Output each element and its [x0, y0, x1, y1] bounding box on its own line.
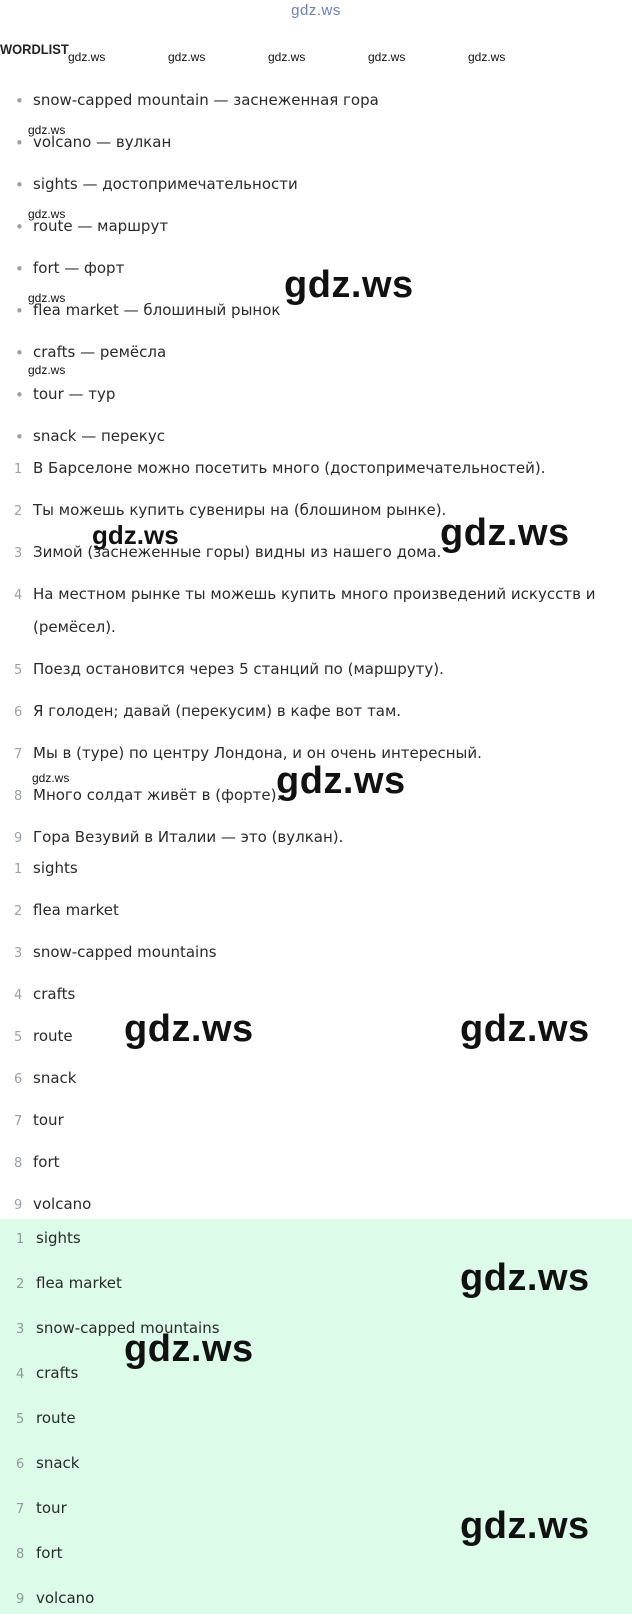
answer-text: tour	[36, 1499, 67, 1517]
sentence-text: Поезд остановится через 5 станций по (маршруту).	[33, 660, 444, 678]
watermark: gdz.ws	[168, 50, 206, 64]
watermark: gdz.ws	[276, 760, 406, 802]
answer-text: snack	[36, 1454, 80, 1472]
item-number: 1	[14, 462, 23, 477]
item-number: 5	[16, 1412, 25, 1427]
bullet-icon: •	[15, 344, 24, 362]
item-number: 7	[14, 747, 23, 762]
answer-text: snow-capped mountains	[33, 943, 217, 961]
answer-text: tour	[33, 1111, 64, 1129]
item-number: 1	[14, 862, 23, 877]
item-number: 8	[14, 1156, 23, 1171]
sentence-text: Мы в (туре) по центру Лондона, и он очень интересный.	[33, 744, 482, 762]
sentence-text: Я голоден; давай (перекусим) в кафе вот там.	[33, 702, 402, 720]
watermark: gdz.ws	[368, 50, 406, 64]
watermark: gdz.ws	[460, 1257, 590, 1299]
item-number: 9	[16, 1592, 25, 1607]
answer-text: flea market	[33, 901, 119, 919]
bullet-icon: •	[15, 176, 24, 194]
watermark: gdz.ws	[460, 1505, 590, 1547]
item-number: 4	[16, 1367, 25, 1382]
bullet-icon: •	[15, 302, 24, 320]
sentence-text: На местном рынке ты можешь купить много произведений искусств и	[33, 585, 596, 603]
watermark: gdz.ws	[92, 520, 179, 550]
item-number: 6	[16, 1457, 25, 1472]
site-logo[interactable]: gdz.ws	[291, 2, 341, 19]
wordlist-item: tour — тур	[33, 385, 116, 403]
item-number: 4	[14, 988, 23, 1003]
sentence-text: Много солдат живёт в (форте).	[33, 786, 282, 804]
bullet-icon: •	[15, 92, 24, 110]
answer-text: fort	[36, 1544, 63, 1562]
answer-text: crafts	[33, 985, 76, 1003]
wordlist-item: crafts — ремёсла	[33, 343, 167, 361]
item-number: 9	[14, 1198, 23, 1213]
sentence-text: В Барселоне можно посетить много (достопримечательностей).	[33, 459, 546, 477]
item-number: 9	[14, 831, 23, 846]
watermark: gdz.ws	[284, 264, 414, 306]
answer-text: fort	[33, 1153, 60, 1171]
bullet-icon: •	[15, 428, 24, 446]
item-number: 1	[16, 1232, 25, 1247]
item-number: 6	[14, 705, 23, 720]
wordlist-item: route — маршрут	[33, 217, 169, 235]
wordlist-item: fort — форт	[33, 259, 125, 277]
watermark: gdz.ws	[468, 50, 506, 64]
watermark: gdz.ws	[28, 123, 66, 137]
answer-text: crafts	[36, 1364, 79, 1382]
answer-text: volcano	[36, 1589, 95, 1607]
answer-text: sights	[36, 1229, 81, 1247]
watermark: gdz.ws	[460, 1008, 590, 1050]
wordlist-item: snow-capped mountain — заснеженная гора	[33, 91, 379, 109]
item-number: 3	[16, 1322, 25, 1337]
sentence-text-continued: (ремёсел).	[33, 618, 116, 636]
item-number: 3	[14, 546, 23, 561]
wordlist-item: sights — достопримечательности	[33, 175, 298, 193]
answer-text: route	[36, 1409, 76, 1427]
watermark: gdz.ws	[124, 1328, 254, 1370]
watermark: gdz.ws	[28, 291, 66, 305]
watermark: gdz.ws	[268, 50, 306, 64]
item-number: 6	[14, 1072, 23, 1087]
item-number: 7	[16, 1502, 25, 1517]
item-number: 2	[14, 504, 23, 519]
sentence-text: Ты можешь купить сувениры на (блошином рынке).	[33, 501, 447, 519]
answer-text: snow-capped mountains	[36, 1319, 220, 1337]
sentence-text: Гора Везувий в Италии — это (вулкан).	[33, 828, 344, 846]
item-number: 2	[16, 1277, 25, 1292]
item-number: 3	[14, 946, 23, 961]
page-title: WORDLIST	[0, 41, 69, 57]
bullet-icon: •	[15, 386, 24, 404]
sentence-text: Зимой (заснеженные горы) видны из нашего дома.	[33, 543, 442, 561]
answer-text: flea market	[36, 1274, 122, 1292]
answer-text: volcano	[33, 1195, 92, 1213]
item-number: 7	[14, 1114, 23, 1129]
answer-text: snack	[33, 1069, 77, 1087]
watermark: gdz.ws	[68, 50, 106, 64]
item-number: 2	[14, 904, 23, 919]
item-number: 8	[16, 1547, 25, 1562]
watermark: gdz.ws	[28, 363, 66, 377]
bullet-icon: •	[15, 218, 24, 236]
bullet-icon: •	[15, 260, 24, 278]
watermark: gdz.ws	[124, 1008, 254, 1050]
watermark: gdz.ws	[28, 207, 66, 221]
watermark: gdz.ws	[440, 512, 570, 554]
wordlist-item: flea market — блошиный рынок	[33, 301, 281, 319]
answer-text: route	[33, 1027, 73, 1045]
item-number: 5	[14, 663, 23, 678]
wordlist-item: snack — перекус	[33, 427, 165, 445]
answer-text: sights	[33, 859, 78, 877]
item-number: 4	[14, 588, 23, 603]
item-number: 8	[14, 789, 23, 804]
item-number: 5	[14, 1030, 23, 1045]
wordlist-item: volcano — вулкан	[33, 133, 172, 151]
bullet-icon: •	[15, 134, 24, 152]
watermark: gdz.ws	[32, 771, 70, 785]
